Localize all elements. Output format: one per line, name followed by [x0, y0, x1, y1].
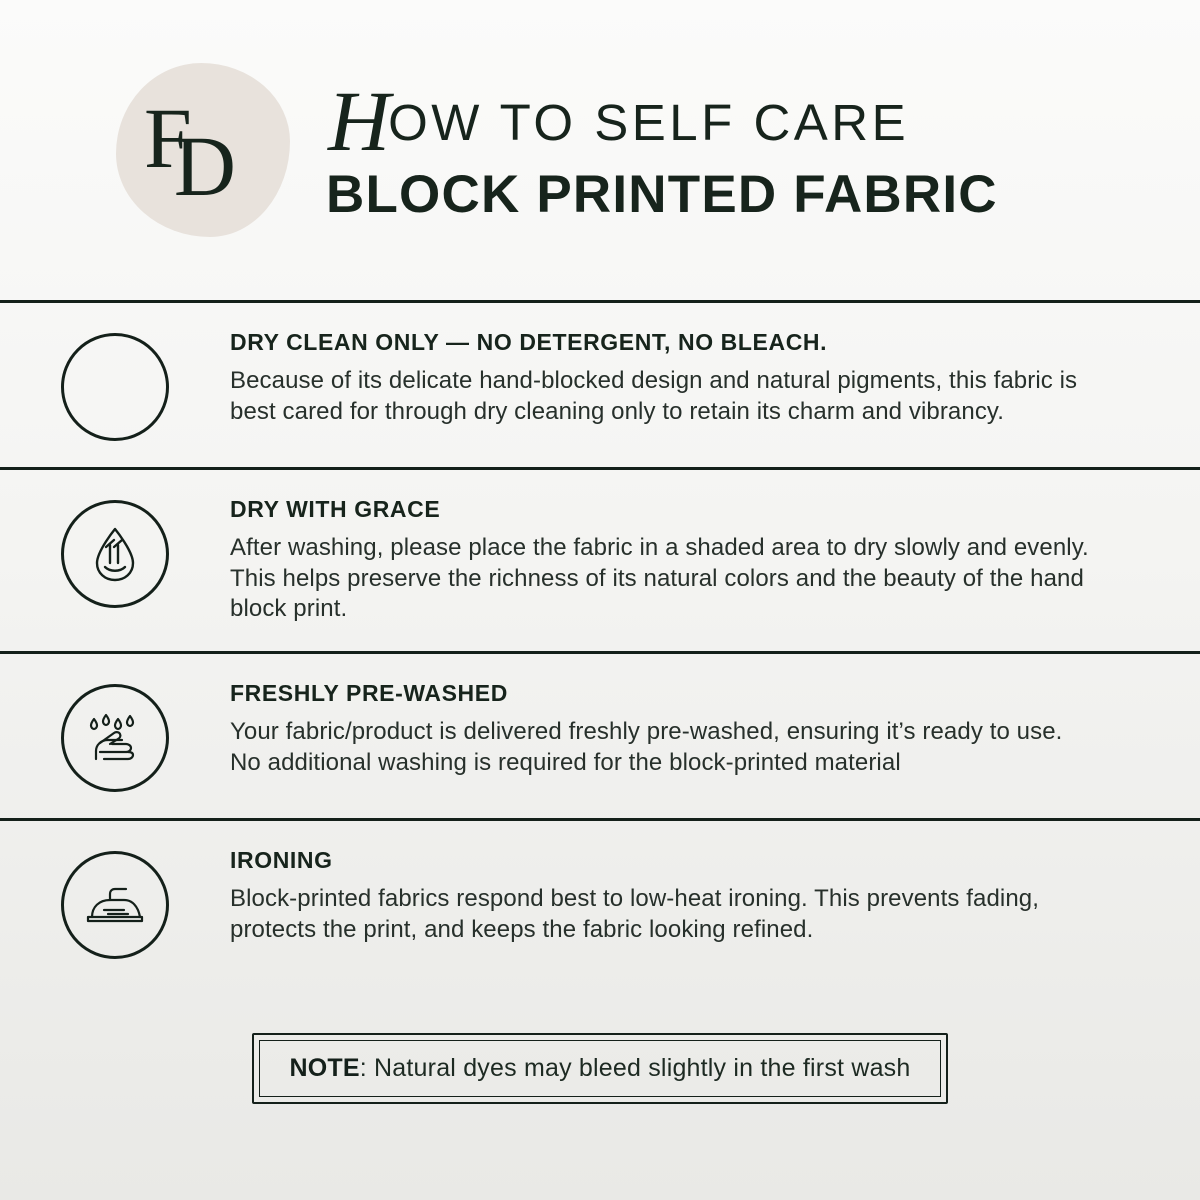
care-row	[0, 303, 1200, 467]
care-row-title: DRY CLEAN ONLY — NO DETERGENT, NO BLEACH.	[230, 329, 828, 355]
logo-monogram	[144, 90, 256, 214]
iron-icon	[61, 851, 169, 959]
no-bleach-circle-icon	[61, 333, 169, 441]
care-rows	[0, 300, 1200, 985]
note-area	[0, 985, 1200, 1200]
icon-cell	[0, 680, 230, 792]
page-subtitle: BLOCK PRINTED FABRIC	[326, 165, 998, 224]
page-title-rest: OW TO SELF CARE	[388, 94, 910, 151]
icon-cell	[0, 847, 230, 959]
text-cell	[230, 847, 1160, 945]
icon-cell	[0, 329, 230, 441]
note-label: NOTE	[289, 1054, 360, 1083]
text-cell	[230, 680, 1160, 778]
care-row-title: IRONING	[230, 847, 333, 874]
note-box	[252, 1033, 949, 1104]
care-row-title: DRY WITH GRACE	[230, 496, 441, 522]
brand-logo	[108, 55, 298, 245]
note-body: : Natural dyes may bleed slightly in the first wash	[359, 1054, 911, 1083]
washing-hands-icon	[61, 684, 169, 792]
care-row-body: Block-printed fabrics respond best to low-heat ironing. This prevents fading, protects the print, and keeps the fabric looking refined.	[230, 885, 1040, 943]
page-header	[0, 0, 1200, 300]
care-row	[0, 821, 1200, 985]
care-row	[0, 654, 1200, 818]
note-text	[259, 1040, 942, 1097]
care-row-body: Your fabric/product is delivered freshly pre-washed, ensuring it’s ready to use. No additional washing is required for the block-printed material	[230, 718, 1063, 776]
care-row	[0, 470, 1200, 651]
text-cell	[230, 329, 1160, 427]
logo-letter-d: D	[173, 118, 234, 214]
care-row-body: After washing, please place the fabric in a shaded area to dry slowly and evenly. This helps preserve the richness of its natural colors and the beauty of the hand block print.	[230, 534, 1089, 623]
logo-letter-f: F	[144, 90, 190, 186]
care-row-title: FRESHLY PRE-WASHED	[230, 680, 508, 707]
title-block	[326, 75, 998, 225]
page-title-script-initial: H	[328, 73, 391, 169]
text-cell	[230, 496, 1160, 625]
icon-cell	[0, 496, 230, 608]
water-drop-icon	[61, 500, 169, 608]
care-row-body: Because of its delicate hand-blocked design and natural pigments, this fabric is best cared for through dry cleaning only to retain its charm and vibrancy.	[230, 367, 1078, 425]
page-title	[326, 73, 998, 169]
